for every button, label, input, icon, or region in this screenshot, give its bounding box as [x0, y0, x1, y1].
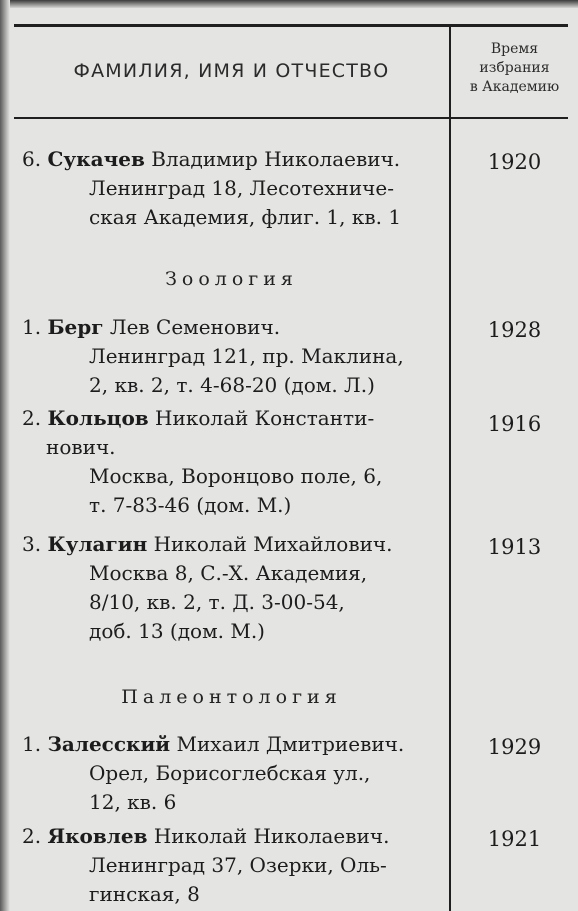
entry-surname: Кулагин: [47, 532, 148, 556]
table-top-rule: [14, 24, 568, 27]
entry-year: 1928: [487, 318, 542, 342]
entry-text: Николай Николаевич.: [153, 824, 390, 848]
entry-line: 12, кв. 6: [89, 790, 177, 814]
entry-number: 3.: [22, 532, 42, 556]
entry-line: 2, кв. 2, т. 4-68-20 (дом. Л.): [89, 373, 375, 397]
entry-line: [22, 730, 450, 759]
member-entry: [22, 145, 450, 232]
entry-number: 1.: [22, 732, 42, 756]
member-entry: [22, 313, 450, 400]
entry-line: Ленинград 121, пр. Маклина,: [89, 344, 404, 368]
entry-line: [22, 404, 450, 433]
member-entry: [22, 404, 450, 520]
member-entry: [22, 822, 450, 909]
column-header-year: [451, 40, 578, 97]
entry-line: ская Академия, флиг. 1, кв. 1: [89, 205, 402, 229]
entry-line: Ленинград 18, Лесотехниче-: [89, 176, 394, 200]
entry-surname: Берг: [47, 315, 104, 339]
entry-year: 1916: [487, 412, 542, 436]
entry-surname: Яковлев: [47, 824, 148, 848]
column-header-name: ФАМИЛИЯ, ИМЯ И ОТЧЕСТВО: [73, 60, 390, 82]
column-header-year-line: в Академию: [469, 79, 560, 95]
column-header-year-line: Время: [490, 41, 539, 57]
entry-line: [22, 530, 450, 559]
entry-number: 1.: [22, 315, 42, 339]
entry-line: [22, 313, 450, 342]
entry-text: Владимир Николаевич.: [151, 147, 401, 171]
entry-line: гинская, 8: [89, 882, 200, 906]
member-entry: [22, 530, 450, 646]
entry-text: Лев Семенович.: [109, 315, 281, 339]
entry-line: [22, 145, 450, 174]
entry-text: Николай Михайлович.: [153, 532, 393, 556]
entry-line: [22, 822, 450, 851]
entry-surname: Залесский: [47, 732, 171, 756]
entry-year: 1921: [487, 827, 542, 851]
entry-line: т. 7-83-46 (дом. М.): [89, 493, 292, 517]
entry-number: 6.: [22, 147, 42, 171]
entry-text: Михаил Дмитриевич.: [176, 732, 405, 756]
member-entry: [22, 730, 450, 817]
entry-year: 1920: [487, 150, 542, 174]
entry-line: Москва 8, С.-Х. Академия,: [89, 561, 368, 585]
entry-text: Николай Константи-: [155, 406, 375, 430]
section-heading-zoology: Зоология: [165, 268, 298, 290]
section-heading-paleontology: Палеонтология: [121, 686, 342, 708]
entry-line: Ленинград 37, Озерки, Оль-: [89, 853, 387, 877]
entry-surname: Кольцов: [47, 406, 149, 430]
page-edge-top: [0, 0, 578, 8]
entry-line: нович.: [46, 435, 116, 459]
table-header-rule: [14, 117, 568, 119]
page-edge-left: [0, 0, 10, 911]
entry-line: доб. 13 (дом. М.): [89, 619, 265, 643]
entry-year: 1929: [487, 735, 542, 759]
entry-line: 8/10, кв. 2, т. Д. 3-00-54,: [89, 590, 345, 614]
column-header-year-line: избрания: [479, 60, 550, 76]
entry-line: Москва, Воронцово поле, 6,: [89, 464, 383, 488]
entry-number: 2.: [22, 406, 42, 430]
entry-number: 2.: [22, 824, 42, 848]
entry-line: Орел, Борисоглебская ул.,: [89, 761, 371, 785]
entry-year: 1913: [487, 535, 542, 559]
entry-surname: Сукачев: [47, 147, 145, 171]
